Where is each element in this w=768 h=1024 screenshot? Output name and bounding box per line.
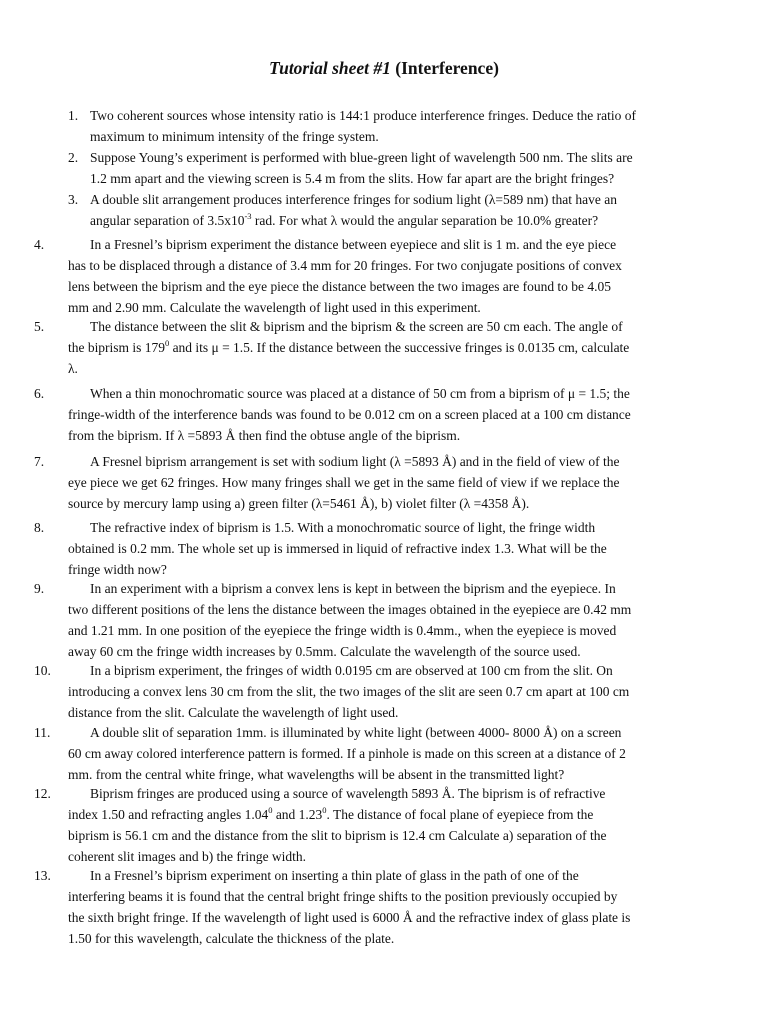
question-line: eye piece we get 62 fringes. How many fringes shall we get in the same field of view if we replace the	[68, 475, 620, 490]
question-line: 60 cm away colored interference pattern is formed. If a pinhole is made on this screen at a distance of 2	[68, 746, 626, 761]
question-1	[68, 105, 704, 147]
question-line: source by mercury lamp using a) green filter (λ=5461 Å), b) violet filter (λ =4358 Å).	[68, 496, 530, 511]
question-9	[34, 578, 704, 662]
question-line: Biprism fringes are produced using a source of wavelength 5893 Å. The biprism is of refractive	[90, 786, 606, 801]
question-number: 13.	[34, 868, 51, 883]
question-12	[34, 783, 704, 867]
question-number: 6.	[34, 386, 45, 401]
text-run: . The distance of focal plane of eyepiece from the	[326, 807, 594, 822]
superscript: 0	[164, 338, 170, 348]
question-10	[34, 660, 704, 723]
question-line: introducing a convex lens 30 cm from the slit, the two images of the slit are seen 0.7 cm apart at 100 cm	[68, 684, 630, 699]
question-number: 8.	[34, 520, 45, 535]
question-line: In a Fresnel’s biprism experiment the distance between eyepiece and slit is 1 m. and the eye piece	[90, 237, 617, 252]
question-line: A Fresnel biprism arrangement is set with sodium light (λ =5893 Å) and in the field of view of the	[90, 454, 620, 469]
question-number: 2.	[68, 150, 79, 165]
question-number: 4.	[34, 237, 45, 252]
question-number: 12.	[34, 786, 51, 801]
question-number: 9.	[34, 581, 45, 596]
question-6	[34, 383, 704, 446]
question-line: 1.50 for this wavelength, calculate the thickness of the plate.	[68, 931, 395, 946]
question-line: The refractive index of biprism is 1.5. With a monochromatic source of light, the fringe width	[90, 520, 596, 535]
superscript: 0	[322, 805, 327, 815]
text-run: the biprism is 179	[68, 340, 165, 355]
title-rest: (Interference)	[390, 58, 499, 78]
question-line: mm. from the central white fringe, what wavelengths will be absent in the transmitted light?	[68, 767, 565, 782]
question-number: 10.	[34, 663, 51, 678]
title-italic: Tutorial sheet #1	[269, 58, 391, 78]
question-line: 1.2 mm apart and the viewing screen is 5.4 m from the slits. How far apart are the bright fringes?	[90, 171, 615, 186]
question-line: Two coherent sources whose intensity ratio is 144:1 produce interference fringes. Deduce the ratio of	[90, 108, 636, 123]
question-line: fringe-width of the interference bands was found to be 0.012 cm on a screen placed at a 100 cm distance	[68, 407, 631, 422]
text-run: index 1.50 and refracting angles 1.04	[68, 807, 269, 822]
question-2	[68, 147, 704, 189]
question-line: maximum to minimum intensity of the fringe system.	[90, 129, 379, 144]
page-title	[0, 58, 768, 79]
question-line: λ.	[68, 361, 78, 376]
question-line: distance from the slit. Calculate the wavelength of light used.	[68, 705, 399, 720]
question-number: 3.	[68, 192, 79, 207]
question-line: coherent slit images and b) the fringe width.	[68, 849, 306, 864]
question-line: from the biprism. If λ =5893 Å then find the obtuse angle of the biprism.	[68, 428, 461, 443]
question-line: two different positions of the lens the distance between the images obtained in the eyepiece are 0.42 mm	[68, 602, 632, 617]
question-line: When a thin monochromatic source was placed at a distance of 50 cm from a biprism of μ = 1.5; the	[90, 386, 630, 401]
question-line: In an experiment with a biprism a convex lens is kept in between the biprism and the eyepiece. In	[90, 581, 616, 596]
question-line: Suppose Young’s experiment is performed with blue-green light of wavelength 500 nm. The slits are	[90, 150, 633, 165]
question-line: biprism is 56.1 cm and the distance from the slit to biprism is 12.4 cm Calculate a) separation of the	[68, 828, 607, 843]
question-line: In a biprism experiment, the fringes of width 0.0195 cm are observed at 100 cm from the slit. On	[90, 663, 613, 678]
question-number: 5.	[34, 319, 45, 334]
question-line: interfering beams it is found that the central bright fringe shifts to the position previously occupied by	[68, 889, 618, 904]
question-line: The distance between the slit & biprism and the biprism & the screen are 50 cm each. The angle of	[90, 319, 623, 334]
question-line: has to be displaced through a distance of 3.4 mm for 20 fringes. For two conjugate positions of convex	[68, 258, 622, 273]
question-line: mm and 2.90 mm. Calculate the wavelength of light used in this experiment.	[68, 300, 481, 315]
question-line: A double slit arrangement produces interference fringes for sodium light (λ=589 nm) that have an	[90, 192, 618, 207]
question-line	[68, 804, 704, 825]
question-line: lens between the biprism and the eye piece the distance between the two images are found to be 4.05	[68, 279, 611, 294]
question-11	[34, 722, 704, 785]
question-number: 11.	[34, 725, 51, 740]
question-4	[34, 234, 704, 318]
question-line: away 60 cm the fringe width increases by 0.5mm. Calculate the wavelength of the source used.	[68, 644, 581, 659]
question-line: fringe width now?	[68, 562, 167, 577]
question-line: In a Fresnel’s biprism experiment on inserting a thin plate of glass in the path of one of the	[90, 868, 579, 883]
text-run: rad. For what λ would the angular separation be 10.0% greater?	[251, 213, 599, 228]
question-7	[34, 451, 704, 514]
question-line	[90, 210, 704, 231]
superscript: -3	[244, 211, 252, 221]
question-line: and 1.21 mm. In one position of the eyepiece the fringe width is 0.4mm., when the eyepiece is moved	[68, 623, 617, 638]
superscript: 0	[268, 805, 273, 815]
question-line: the sixth bright fringe. If the wavelength of light used is 6000 Å and the refractive index of glass plate is	[68, 910, 631, 925]
question-line	[68, 337, 704, 358]
question-number: 7.	[34, 454, 45, 469]
question-13	[34, 865, 704, 949]
question-number: 1.	[68, 108, 79, 123]
question-5	[34, 316, 704, 379]
question-line: obtained is 0.2 mm. The whole set up is immersed in liquid of refractive index 1.3. What will be the	[68, 541, 607, 556]
text-run: angular separation of 3.5x10	[90, 213, 245, 228]
question-line: A double slit of separation 1mm. is illuminated by white light (between 4000- 8000 Å) on a screen	[90, 725, 622, 740]
question-3	[68, 189, 704, 231]
question-8	[34, 517, 704, 580]
text-run: and 1.23	[272, 807, 323, 822]
text-run: and its μ = 1.5. If the distance between the successive fringes is 0.0135 cm, calculate	[169, 340, 630, 355]
